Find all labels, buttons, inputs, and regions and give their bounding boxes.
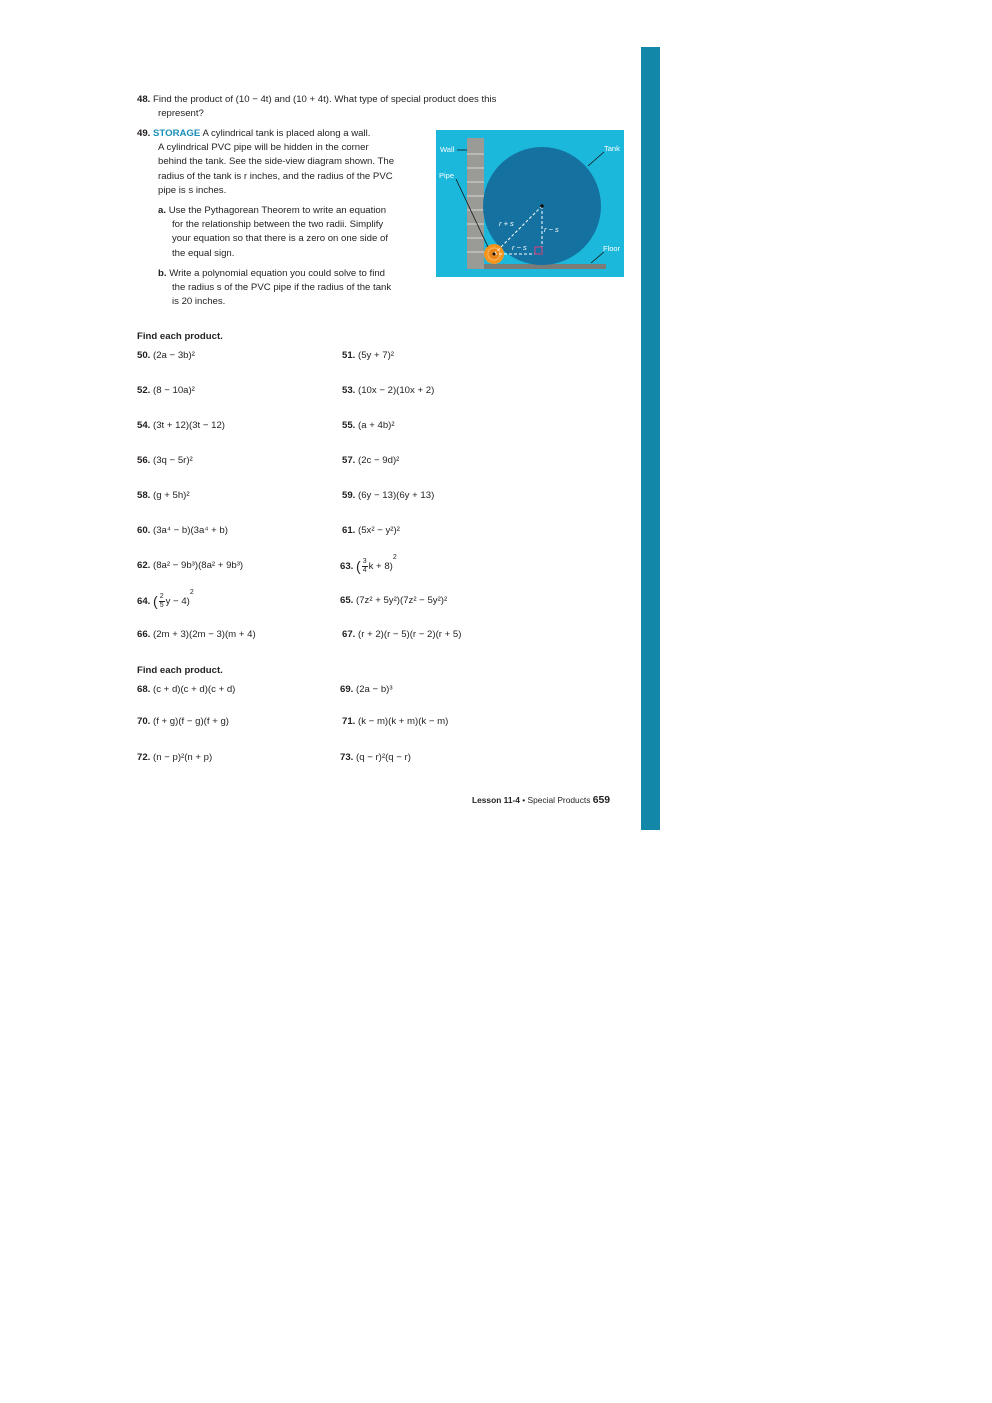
exercise-expression: (n − p)²(n + p) [153, 752, 213, 763]
tank-label: Tank [604, 144, 620, 153]
problem-keyword: STORAGE [153, 128, 201, 139]
exercise-number: 64. [137, 595, 151, 607]
exercise-57 [342, 455, 399, 466]
exercise-expression: (2a − b)³ [356, 684, 393, 695]
exercise-number: 62. [137, 560, 151, 571]
exercise-number: 57. [342, 455, 356, 466]
exercise-62 [137, 560, 243, 571]
exercise-64 [137, 589, 194, 613]
exercise-expression: (5y + 7)² [358, 350, 395, 361]
exercise-number: 60. [137, 525, 151, 536]
exercise-69 [340, 684, 393, 695]
exercise-expression: (f + g)(f − g)(f + g) [153, 716, 229, 727]
side-color-bar [641, 47, 660, 830]
fraction-numerator: 3 [362, 557, 367, 565]
exercise-expression: (3q − 5r)² [153, 455, 193, 466]
exercise-expression: (2m + 3)(2m − 3)(m + 4) [153, 629, 256, 640]
paren-open: ( [356, 558, 361, 574]
exercise-number: 66. [137, 629, 151, 640]
lesson-number: Lesson 11-4 [472, 795, 520, 805]
part-text-line: Write a polynomial equation you could solve to find [169, 267, 386, 279]
exercise-expression: (g + 5h)² [153, 490, 190, 501]
exercise-50 [137, 350, 195, 361]
pipe-label: Pipe [439, 171, 455, 180]
part-label: b. [158, 267, 167, 279]
exercise-expression: k + 8) [368, 560, 393, 572]
paren-open: ( [153, 593, 158, 609]
exercise-expression: (8 − 10a)² [153, 385, 195, 396]
page-number: 659 [592, 795, 611, 806]
exercise-58 [137, 490, 190, 501]
part-a [137, 204, 432, 261]
exercise-54 [137, 420, 225, 431]
exercise-70 [137, 716, 229, 727]
exercise-65 [340, 595, 447, 606]
exercise-expression: (7z² + 5y²)(7z² − 5y²)² [356, 595, 448, 606]
exercise-number: 73. [340, 752, 354, 763]
exercise-number: 72. [137, 752, 151, 763]
exercise-53 [342, 385, 434, 396]
lesson-title: Special Products [527, 795, 591, 805]
vertical-leg-label: r − s [544, 225, 559, 234]
horizontal-leg-label: r − s [512, 243, 527, 252]
exercise-number: 53. [342, 385, 356, 396]
exercise-expression: (2a − 3b)² [153, 350, 195, 361]
problem-text-line: radius of the tank is r inches, and the radius of the PVC [158, 170, 393, 182]
problem-text-line: pipe is s inches. [158, 184, 227, 196]
part-text-line: Use the Pythagorean Theorem to write an equation [168, 205, 387, 217]
exercise-expression: (k − m)(k + m)(k − m) [358, 716, 449, 727]
exercise-number: 59. [342, 490, 356, 501]
exercise-71 [342, 716, 448, 727]
exercise-55 [342, 420, 395, 431]
exercise-expression: (3a⁴ − b)(3a⁴ + b) [153, 525, 228, 536]
exercise-51 [342, 350, 394, 361]
exponent: 2 [392, 554, 397, 561]
footer-bullet: • [522, 795, 526, 805]
exercise-expression: (3t + 12)(3t − 12) [153, 420, 226, 431]
part-text-line: your equation so that there is a zero on one side of [172, 233, 388, 245]
exercise-66 [137, 629, 256, 640]
exercise-56 [137, 455, 193, 466]
exercise-expression: (8a² − 9b³)(8a² + 9b³) [153, 560, 244, 571]
exercise-expression: (2c − 9d)² [358, 455, 400, 466]
exercise-number: 52. [137, 385, 151, 396]
part-text-line: is 20 inches. [172, 296, 226, 308]
exercise-number: 71. [342, 716, 356, 727]
problem-text: Find the product of (10 − 4t) and (10 + 4t). What type of special product does this [153, 94, 497, 105]
exercise-number: 50. [137, 350, 151, 361]
pipe-center [493, 253, 496, 256]
problem-number: 48. [137, 94, 151, 105]
exercise-59 [342, 490, 434, 501]
floor-label: Floor [603, 244, 621, 253]
tank-pipe-diagram [436, 130, 624, 277]
exercise-number: 58. [137, 490, 151, 501]
section-heading: Find each product. [137, 665, 223, 676]
exercise-number: 56. [137, 455, 151, 466]
problem-49 [137, 127, 432, 309]
tank-center [540, 204, 544, 208]
wall [467, 138, 484, 269]
exercise-68 [137, 684, 235, 695]
problem-text-line2: represent? [158, 108, 204, 120]
exercise-61 [342, 525, 400, 536]
page-footer [472, 795, 610, 806]
exercise-expression: y − 4) [165, 595, 190, 607]
exercise-expression: (5x² − y²)² [358, 525, 400, 536]
fraction [362, 558, 368, 575]
problem-text-line: A cylindrical tank is placed along a wall. [202, 128, 371, 139]
exercise-72 [137, 752, 212, 763]
fraction-denominator: 5 [159, 601, 164, 609]
exercise-67 [342, 629, 461, 640]
exercise-number: 54. [137, 420, 151, 431]
exercise-expression: (a + 4b)² [358, 420, 395, 431]
exercise-number: 65. [340, 595, 354, 606]
exercise-number: 55. [342, 420, 356, 431]
exercise-number: 61. [342, 525, 356, 536]
exercise-number: 67. [342, 629, 356, 640]
section-heading: Find each product. [137, 331, 223, 342]
exercise-expression: (c + d)(c + d)(c + d) [153, 684, 236, 695]
wall-label: Wall [440, 145, 455, 154]
exercise-expression: (r + 2)(r − 5)(r − 2)(r + 5) [358, 629, 462, 640]
exercise-63 [340, 554, 397, 578]
problem-48 [137, 93, 567, 121]
fraction [159, 593, 165, 610]
exercise-number: 69. [340, 684, 354, 695]
exercise-expression: (6y − 13)(6y + 13) [358, 490, 435, 501]
exercise-expression: (10x − 2)(10x + 2) [358, 385, 435, 396]
fraction-numerator: 2 [159, 592, 164, 600]
exercise-expression: (q − r)²(q − r) [356, 752, 411, 763]
exercise-number: 70. [137, 716, 151, 727]
problem-text-line: A cylindrical PVC pipe will be hidden in the corner [158, 142, 369, 154]
fraction-denominator: 4 [362, 566, 367, 574]
hypotenuse-label: r + s [499, 219, 514, 228]
exercise-60 [137, 525, 228, 536]
problem-text-line: behind the tank. See the side-view diagram shown. The [158, 156, 395, 168]
exercise-52 [137, 385, 195, 396]
exercise-number: 63. [340, 560, 354, 572]
part-text-line: for the relationship between the two radii. Simplify [172, 219, 384, 231]
problem-number: 49. [137, 128, 151, 139]
part-b [137, 267, 432, 310]
exercise-number: 68. [137, 684, 151, 695]
exercise-73 [340, 752, 411, 763]
exponent: 2 [189, 589, 194, 596]
part-label: a. [158, 205, 167, 217]
part-text-line: the equal sign. [172, 247, 235, 259]
part-text-line: the radius s of the PVC pipe if the radius of the tank [172, 282, 392, 294]
exercise-number: 51. [342, 350, 356, 361]
